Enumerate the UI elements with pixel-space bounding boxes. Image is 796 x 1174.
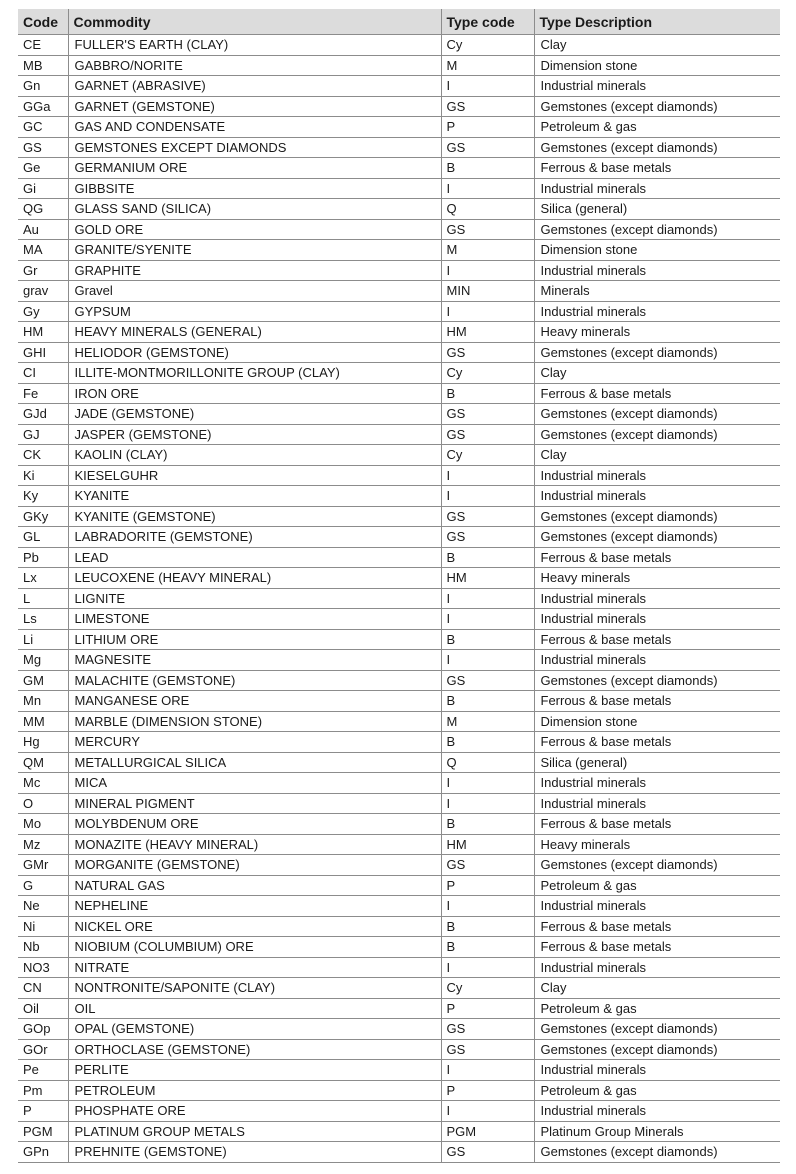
cell-type-description: Ferrous & base metals — [534, 383, 780, 404]
cell-type-code: GS — [441, 506, 534, 527]
table-row — [18, 978, 780, 999]
table-row — [18, 998, 780, 1019]
table-row — [18, 814, 780, 835]
cell-type-code: P — [441, 998, 534, 1019]
cell-type-description: Ferrous & base metals — [534, 629, 780, 650]
cell-commodity: MANGANESE ORE — [68, 691, 441, 712]
cell-commodity: MONAZITE (HEAVY MINERAL) — [68, 834, 441, 855]
table-row — [18, 506, 780, 527]
cell-type-code: I — [441, 1060, 534, 1081]
cell-code: Pe — [18, 1060, 68, 1081]
cell-type-description: Gemstones (except diamonds) — [534, 1142, 780, 1163]
cell-type-description: Industrial minerals — [534, 1060, 780, 1081]
table-row — [18, 322, 780, 343]
cell-commodity: GYPSUM — [68, 301, 441, 322]
table-row — [18, 875, 780, 896]
cell-type-code: Q — [441, 199, 534, 220]
cell-type-description: Industrial minerals — [534, 793, 780, 814]
header-type-code: Type code — [441, 9, 534, 35]
cell-type-description: Clay — [534, 363, 780, 384]
cell-type-code: I — [441, 1101, 534, 1122]
cell-type-code: B — [441, 691, 534, 712]
cell-type-description: Clay — [534, 35, 780, 56]
cell-type-description: Industrial minerals — [534, 76, 780, 97]
cell-type-code: I — [441, 609, 534, 630]
cell-commodity: OIL — [68, 998, 441, 1019]
cell-commodity: LIMESTONE — [68, 609, 441, 630]
cell-code: Au — [18, 219, 68, 240]
cell-commodity: KAOLIN (CLAY) — [68, 445, 441, 466]
cell-code: GPn — [18, 1142, 68, 1163]
cell-code: GJ — [18, 424, 68, 445]
cell-type-code: I — [441, 260, 534, 281]
cell-commodity: GRAPHITE — [68, 260, 441, 281]
cell-commodity: ORTHOCLASE (GEMSTONE) — [68, 1039, 441, 1060]
cell-type-description: Gemstones (except diamonds) — [534, 527, 780, 548]
cell-type-description: Dimension stone — [534, 711, 780, 732]
header-row — [18, 9, 780, 35]
table-row — [18, 793, 780, 814]
cell-type-code: GS — [441, 96, 534, 117]
cell-type-code: GS — [441, 137, 534, 158]
cell-code: L — [18, 588, 68, 609]
header-code: Code — [18, 9, 68, 35]
cell-code: Li — [18, 629, 68, 650]
cell-commodity: PREHNITE (GEMSTONE) — [68, 1142, 441, 1163]
cell-type-code: I — [441, 896, 534, 917]
cell-type-description: Heavy minerals — [534, 322, 780, 343]
cell-type-code: P — [441, 1080, 534, 1101]
cell-commodity: LIGNITE — [68, 588, 441, 609]
table-row — [18, 1101, 780, 1122]
cell-type-code: I — [441, 486, 534, 507]
cell-code: Mz — [18, 834, 68, 855]
cell-code: Ne — [18, 896, 68, 917]
cell-type-code: I — [441, 773, 534, 794]
cell-code: QM — [18, 752, 68, 773]
cell-type-description: Petroleum & gas — [534, 998, 780, 1019]
table-row — [18, 1080, 780, 1101]
cell-code: GHI — [18, 342, 68, 363]
table-row — [18, 1060, 780, 1081]
table-header — [18, 9, 780, 35]
cell-code: Hg — [18, 732, 68, 753]
cell-type-code: GS — [441, 424, 534, 445]
cell-code: Mg — [18, 650, 68, 671]
cell-type-description: Gemstones (except diamonds) — [534, 1039, 780, 1060]
cell-type-description: Petroleum & gas — [534, 875, 780, 896]
cell-commodity: LABRADORITE (GEMSTONE) — [68, 527, 441, 548]
table-row — [18, 609, 780, 630]
cell-code: NO3 — [18, 957, 68, 978]
cell-type-code: B — [441, 732, 534, 753]
table-row — [18, 1121, 780, 1142]
cell-code: CE — [18, 35, 68, 56]
cell-type-description: Industrial minerals — [534, 650, 780, 671]
table-row — [18, 588, 780, 609]
table-row — [18, 363, 780, 384]
cell-code: GM — [18, 670, 68, 691]
cell-commodity: MINERAL PIGMENT — [68, 793, 441, 814]
cell-code: GOr — [18, 1039, 68, 1060]
cell-code: PGM — [18, 1121, 68, 1142]
table-row — [18, 937, 780, 958]
table-row — [18, 137, 780, 158]
cell-type-description: Ferrous & base metals — [534, 547, 780, 568]
cell-code: O — [18, 793, 68, 814]
table-row — [18, 281, 780, 302]
table-row — [18, 486, 780, 507]
cell-code: Gr — [18, 260, 68, 281]
table-row — [18, 527, 780, 548]
cell-type-description: Clay — [534, 445, 780, 466]
cell-type-description: Industrial minerals — [534, 896, 780, 917]
cell-type-description: Industrial minerals — [534, 178, 780, 199]
cell-type-code: B — [441, 814, 534, 835]
cell-type-description: Industrial minerals — [534, 486, 780, 507]
table-row — [18, 383, 780, 404]
table-row — [18, 96, 780, 117]
cell-type-description: Industrial minerals — [534, 588, 780, 609]
cell-code: Gi — [18, 178, 68, 199]
cell-type-code: GS — [441, 404, 534, 425]
cell-type-code: Cy — [441, 978, 534, 999]
cell-commodity: NITRATE — [68, 957, 441, 978]
cell-commodity: HEAVY MINERALS (GENERAL) — [68, 322, 441, 343]
cell-type-description: Industrial minerals — [534, 260, 780, 281]
cell-commodity: GLASS SAND (SILICA) — [68, 199, 441, 220]
cell-type-description: Industrial minerals — [534, 1101, 780, 1122]
table-row — [18, 219, 780, 240]
cell-type-description: Gemstones (except diamonds) — [534, 404, 780, 425]
cell-commodity: Gravel — [68, 281, 441, 302]
table-row — [18, 35, 780, 56]
cell-code: P — [18, 1101, 68, 1122]
cell-commodity: PHOSPHATE ORE — [68, 1101, 441, 1122]
cell-commodity: JASPER (GEMSTONE) — [68, 424, 441, 445]
cell-type-description: Heavy minerals — [534, 834, 780, 855]
cell-commodity: METALLURGICAL SILICA — [68, 752, 441, 773]
table-row — [18, 117, 780, 138]
cell-code: CN — [18, 978, 68, 999]
cell-type-code: GS — [441, 1142, 534, 1163]
cell-commodity: OPAL (GEMSTONE) — [68, 1019, 441, 1040]
cell-code: CK — [18, 445, 68, 466]
cell-type-description: Silica (general) — [534, 752, 780, 773]
table-row — [18, 691, 780, 712]
cell-type-code: B — [441, 937, 534, 958]
cell-code: CI — [18, 363, 68, 384]
cell-type-code: M — [441, 55, 534, 76]
cell-code: Ni — [18, 916, 68, 937]
table-row — [18, 178, 780, 199]
cell-commodity: MARBLE (DIMENSION STONE) — [68, 711, 441, 732]
cell-commodity: MICA — [68, 773, 441, 794]
cell-commodity: NICKEL ORE — [68, 916, 441, 937]
table-row — [18, 55, 780, 76]
cell-type-description: Ferrous & base metals — [534, 937, 780, 958]
header-type-description: Type Description — [534, 9, 780, 35]
cell-commodity: GARNET (ABRASIVE) — [68, 76, 441, 97]
commodity-table — [18, 9, 780, 1163]
table-row — [18, 855, 780, 876]
table-row — [18, 568, 780, 589]
cell-type-description: Gemstones (except diamonds) — [534, 424, 780, 445]
cell-type-description: Gemstones (except diamonds) — [534, 342, 780, 363]
cell-code: Nb — [18, 937, 68, 958]
cell-commodity: LEAD — [68, 547, 441, 568]
cell-commodity: NONTRONITE/SAPONITE (CLAY) — [68, 978, 441, 999]
cell-type-description: Dimension stone — [534, 55, 780, 76]
cell-type-code: GS — [441, 342, 534, 363]
table-row — [18, 1019, 780, 1040]
table-row — [18, 1039, 780, 1060]
cell-type-code: I — [441, 465, 534, 486]
cell-type-code: I — [441, 793, 534, 814]
table-row — [18, 342, 780, 363]
cell-commodity: NEPHELINE — [68, 896, 441, 917]
cell-code: grav — [18, 281, 68, 302]
table-row — [18, 404, 780, 425]
cell-code: Mn — [18, 691, 68, 712]
cell-code: Mo — [18, 814, 68, 835]
cell-commodity: GARNET (GEMSTONE) — [68, 96, 441, 117]
cell-code: Ky — [18, 486, 68, 507]
table-row — [18, 76, 780, 97]
cell-type-code: M — [441, 240, 534, 261]
table-row — [18, 629, 780, 650]
cell-code: MM — [18, 711, 68, 732]
table-row — [18, 670, 780, 691]
table-row — [18, 957, 780, 978]
table-row — [18, 445, 780, 466]
table-row — [18, 1142, 780, 1163]
cell-commodity: PERLITE — [68, 1060, 441, 1081]
cell-commodity: PETROLEUM — [68, 1080, 441, 1101]
cell-commodity: FULLER'S EARTH (CLAY) — [68, 35, 441, 56]
cell-type-code: M — [441, 711, 534, 732]
cell-commodity: GABBRO/NORITE — [68, 55, 441, 76]
cell-type-description: Gemstones (except diamonds) — [534, 219, 780, 240]
commodity-table-container — [18, 9, 780, 1163]
cell-type-code: B — [441, 383, 534, 404]
cell-code: Pb — [18, 547, 68, 568]
cell-type-code: HM — [441, 322, 534, 343]
cell-type-description: Gemstones (except diamonds) — [534, 506, 780, 527]
cell-type-description: Heavy minerals — [534, 568, 780, 589]
cell-commodity: PLATINUM GROUP METALS — [68, 1121, 441, 1142]
cell-type-code: GS — [441, 1019, 534, 1040]
cell-type-code: P — [441, 875, 534, 896]
cell-code: MB — [18, 55, 68, 76]
cell-type-code: P — [441, 117, 534, 138]
cell-type-description: Clay — [534, 978, 780, 999]
cell-commodity: MORGANITE (GEMSTONE) — [68, 855, 441, 876]
cell-type-description: Industrial minerals — [534, 773, 780, 794]
cell-code: GMr — [18, 855, 68, 876]
cell-type-code: B — [441, 629, 534, 650]
cell-commodity: LITHIUM ORE — [68, 629, 441, 650]
cell-type-code: I — [441, 588, 534, 609]
cell-code: Pm — [18, 1080, 68, 1101]
table-row — [18, 896, 780, 917]
cell-commodity: KYANITE — [68, 486, 441, 507]
cell-type-code: GS — [441, 219, 534, 240]
cell-type-description: Petroleum & gas — [534, 117, 780, 138]
cell-commodity: KYANITE (GEMSTONE) — [68, 506, 441, 527]
cell-type-code: Cy — [441, 35, 534, 56]
cell-commodity: GOLD ORE — [68, 219, 441, 240]
cell-commodity: GIBBSITE — [68, 178, 441, 199]
cell-type-description: Ferrous & base metals — [534, 158, 780, 179]
cell-type-code: HM — [441, 834, 534, 855]
cell-commodity: HELIODOR (GEMSTONE) — [68, 342, 441, 363]
table-row — [18, 752, 780, 773]
cell-code: Lx — [18, 568, 68, 589]
cell-type-code: MIN — [441, 281, 534, 302]
cell-type-description: Minerals — [534, 281, 780, 302]
cell-type-code: Cy — [441, 363, 534, 384]
cell-type-description: Ferrous & base metals — [534, 916, 780, 937]
cell-commodity: MAGNESITE — [68, 650, 441, 671]
cell-type-code: I — [441, 301, 534, 322]
cell-commodity: NATURAL GAS — [68, 875, 441, 896]
table-row — [18, 650, 780, 671]
cell-commodity: NIOBIUM (COLUMBIUM) ORE — [68, 937, 441, 958]
cell-type-description: Dimension stone — [534, 240, 780, 261]
cell-code: Gy — [18, 301, 68, 322]
cell-code: QG — [18, 199, 68, 220]
cell-code: HM — [18, 322, 68, 343]
table-row — [18, 260, 780, 281]
cell-type-description: Platinum Group Minerals — [534, 1121, 780, 1142]
cell-code: Ki — [18, 465, 68, 486]
cell-type-code: HM — [441, 568, 534, 589]
cell-code: GOp — [18, 1019, 68, 1040]
cell-code: Oil — [18, 998, 68, 1019]
cell-commodity: GRANITE/SYENITE — [68, 240, 441, 261]
table-row — [18, 547, 780, 568]
table-row — [18, 240, 780, 261]
cell-type-code: I — [441, 957, 534, 978]
cell-code: Mc — [18, 773, 68, 794]
cell-code: G — [18, 875, 68, 896]
table-row — [18, 301, 780, 322]
cell-code: Gn — [18, 76, 68, 97]
cell-commodity: MERCURY — [68, 732, 441, 753]
cell-type-description: Gemstones (except diamonds) — [534, 670, 780, 691]
cell-type-code: Q — [441, 752, 534, 773]
table-row — [18, 916, 780, 937]
table-row — [18, 834, 780, 855]
cell-commodity: GERMANIUM ORE — [68, 158, 441, 179]
cell-type-code: B — [441, 916, 534, 937]
cell-type-code: PGM — [441, 1121, 534, 1142]
cell-code: GJd — [18, 404, 68, 425]
table-row — [18, 199, 780, 220]
cell-type-description: Gemstones (except diamonds) — [534, 1019, 780, 1040]
cell-code: GKy — [18, 506, 68, 527]
cell-type-description: Industrial minerals — [534, 301, 780, 322]
cell-commodity: MOLYBDENUM ORE — [68, 814, 441, 835]
cell-type-description: Silica (general) — [534, 199, 780, 220]
cell-code: GL — [18, 527, 68, 548]
cell-type-code: I — [441, 178, 534, 199]
cell-code: Ls — [18, 609, 68, 630]
header-commodity: Commodity — [68, 9, 441, 35]
cell-type-code: GS — [441, 855, 534, 876]
table-row — [18, 424, 780, 445]
cell-commodity: ILLITE-MONTMORILLONITE GROUP (CLAY) — [68, 363, 441, 384]
cell-type-code: B — [441, 547, 534, 568]
cell-code: Ge — [18, 158, 68, 179]
cell-type-description: Gemstones (except diamonds) — [534, 137, 780, 158]
cell-type-description: Industrial minerals — [534, 957, 780, 978]
table-body — [18, 35, 780, 1163]
table-row — [18, 465, 780, 486]
cell-type-code: I — [441, 76, 534, 97]
cell-type-description: Petroleum & gas — [534, 1080, 780, 1101]
cell-type-description: Industrial minerals — [534, 465, 780, 486]
cell-type-description: Ferrous & base metals — [534, 691, 780, 712]
cell-type-description: Industrial minerals — [534, 609, 780, 630]
cell-commodity: MALACHITE (GEMSTONE) — [68, 670, 441, 691]
cell-commodity: GEMSTONES EXCEPT DIAMONDS — [68, 137, 441, 158]
cell-type-code: GS — [441, 1039, 534, 1060]
cell-commodity: KIESELGUHR — [68, 465, 441, 486]
cell-type-description: Gemstones (except diamonds) — [534, 855, 780, 876]
cell-code: GGa — [18, 96, 68, 117]
cell-commodity: GAS AND CONDENSATE — [68, 117, 441, 138]
table-row — [18, 732, 780, 753]
cell-type-code: B — [441, 158, 534, 179]
cell-code: MA — [18, 240, 68, 261]
cell-code: GS — [18, 137, 68, 158]
table-row — [18, 158, 780, 179]
cell-type-code: GS — [441, 527, 534, 548]
table-row — [18, 711, 780, 732]
cell-commodity: LEUCOXENE (HEAVY MINERAL) — [68, 568, 441, 589]
cell-type-description: Ferrous & base metals — [534, 814, 780, 835]
cell-code: GC — [18, 117, 68, 138]
cell-type-description: Gemstones (except diamonds) — [534, 96, 780, 117]
cell-code: Fe — [18, 383, 68, 404]
cell-type-code: I — [441, 650, 534, 671]
table-row — [18, 773, 780, 794]
cell-type-code: Cy — [441, 445, 534, 466]
cell-type-description: Ferrous & base metals — [534, 732, 780, 753]
cell-commodity: IRON ORE — [68, 383, 441, 404]
cell-type-code: GS — [441, 670, 534, 691]
cell-commodity: JADE (GEMSTONE) — [68, 404, 441, 425]
